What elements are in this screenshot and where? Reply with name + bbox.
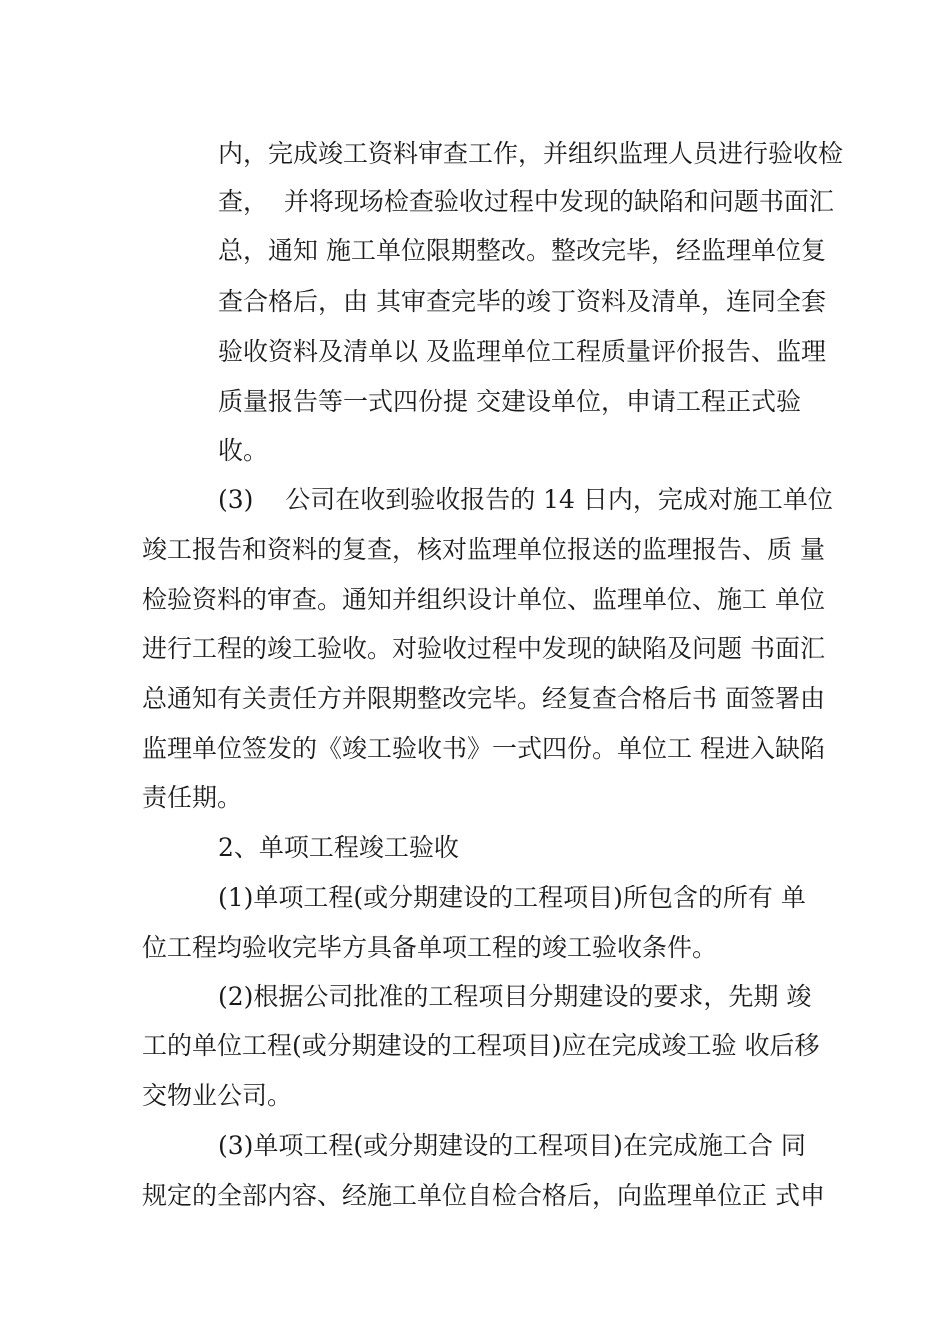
text-line: (3) 公司在收到验收报告的 14 日内，完成对施工单位	[218, 485, 833, 514]
text-line: 查， 并将现场检查验收过程中发现的缺陷和问题书面汇	[218, 187, 834, 216]
text-line: 查合格后，由 其审查完毕的竣丁资料及清单，连同全套	[218, 287, 826, 316]
text-line: 监理单位签发的《竣工验收书》一式四份。单位工 程进入缺陷	[142, 734, 825, 763]
text-line: 验收资料及清单以 及监理单位工程质量评价报告、监理	[218, 337, 826, 366]
text-line: 进行工程的竣工验收。对验收过程中发现的缺陷及问题 书面汇	[142, 634, 825, 663]
text-line: (2)根据公司批准的工程项目分期建设的要求，先期 竣	[218, 982, 812, 1011]
text-line: 总，通知 施工单位限期整改。整改完毕，经监理单位复	[218, 236, 826, 265]
text-line: 质量报告等一式四份提 交建设单位，申请工程正式验	[218, 387, 801, 416]
section-heading: 2、单项工程竣工验收	[218, 833, 459, 862]
text-line: 规定的全部内容、经施工单位自检合格后，向监理单位正 式申	[142, 1181, 825, 1210]
text-line: 总通知有关责任方并限期整改完毕。经复查合格后书 面签署由	[142, 684, 825, 713]
text-line: 内，完成竣工资料审查工作，并组织监理人员进行验收检	[218, 139, 844, 168]
text-line: 交物业公司。	[142, 1081, 293, 1110]
text-line: 位工程均验收完毕方具备单项工程的竣工验收条件。	[142, 933, 718, 962]
text-line: 检验资料的审查。通知并组织设计单位、监理单位、施工 单位	[142, 585, 825, 614]
text-line: (1)单项工程(或分期建设的工程项目)所包含的所有 单	[218, 883, 806, 912]
text-line: 收。	[218, 436, 269, 465]
text-line: (3)单项工程(或分期建设的工程项目)在完成施工合 同	[218, 1131, 806, 1160]
text-line: 竣工报告和资料的复查，核对监理单位报送的监理报告、质 量	[142, 535, 825, 564]
text-line: 责任期。	[142, 783, 243, 812]
text-line: 工的单位工程(或分期建设的工程项目)应在完成竣工验 收后移	[142, 1031, 820, 1060]
